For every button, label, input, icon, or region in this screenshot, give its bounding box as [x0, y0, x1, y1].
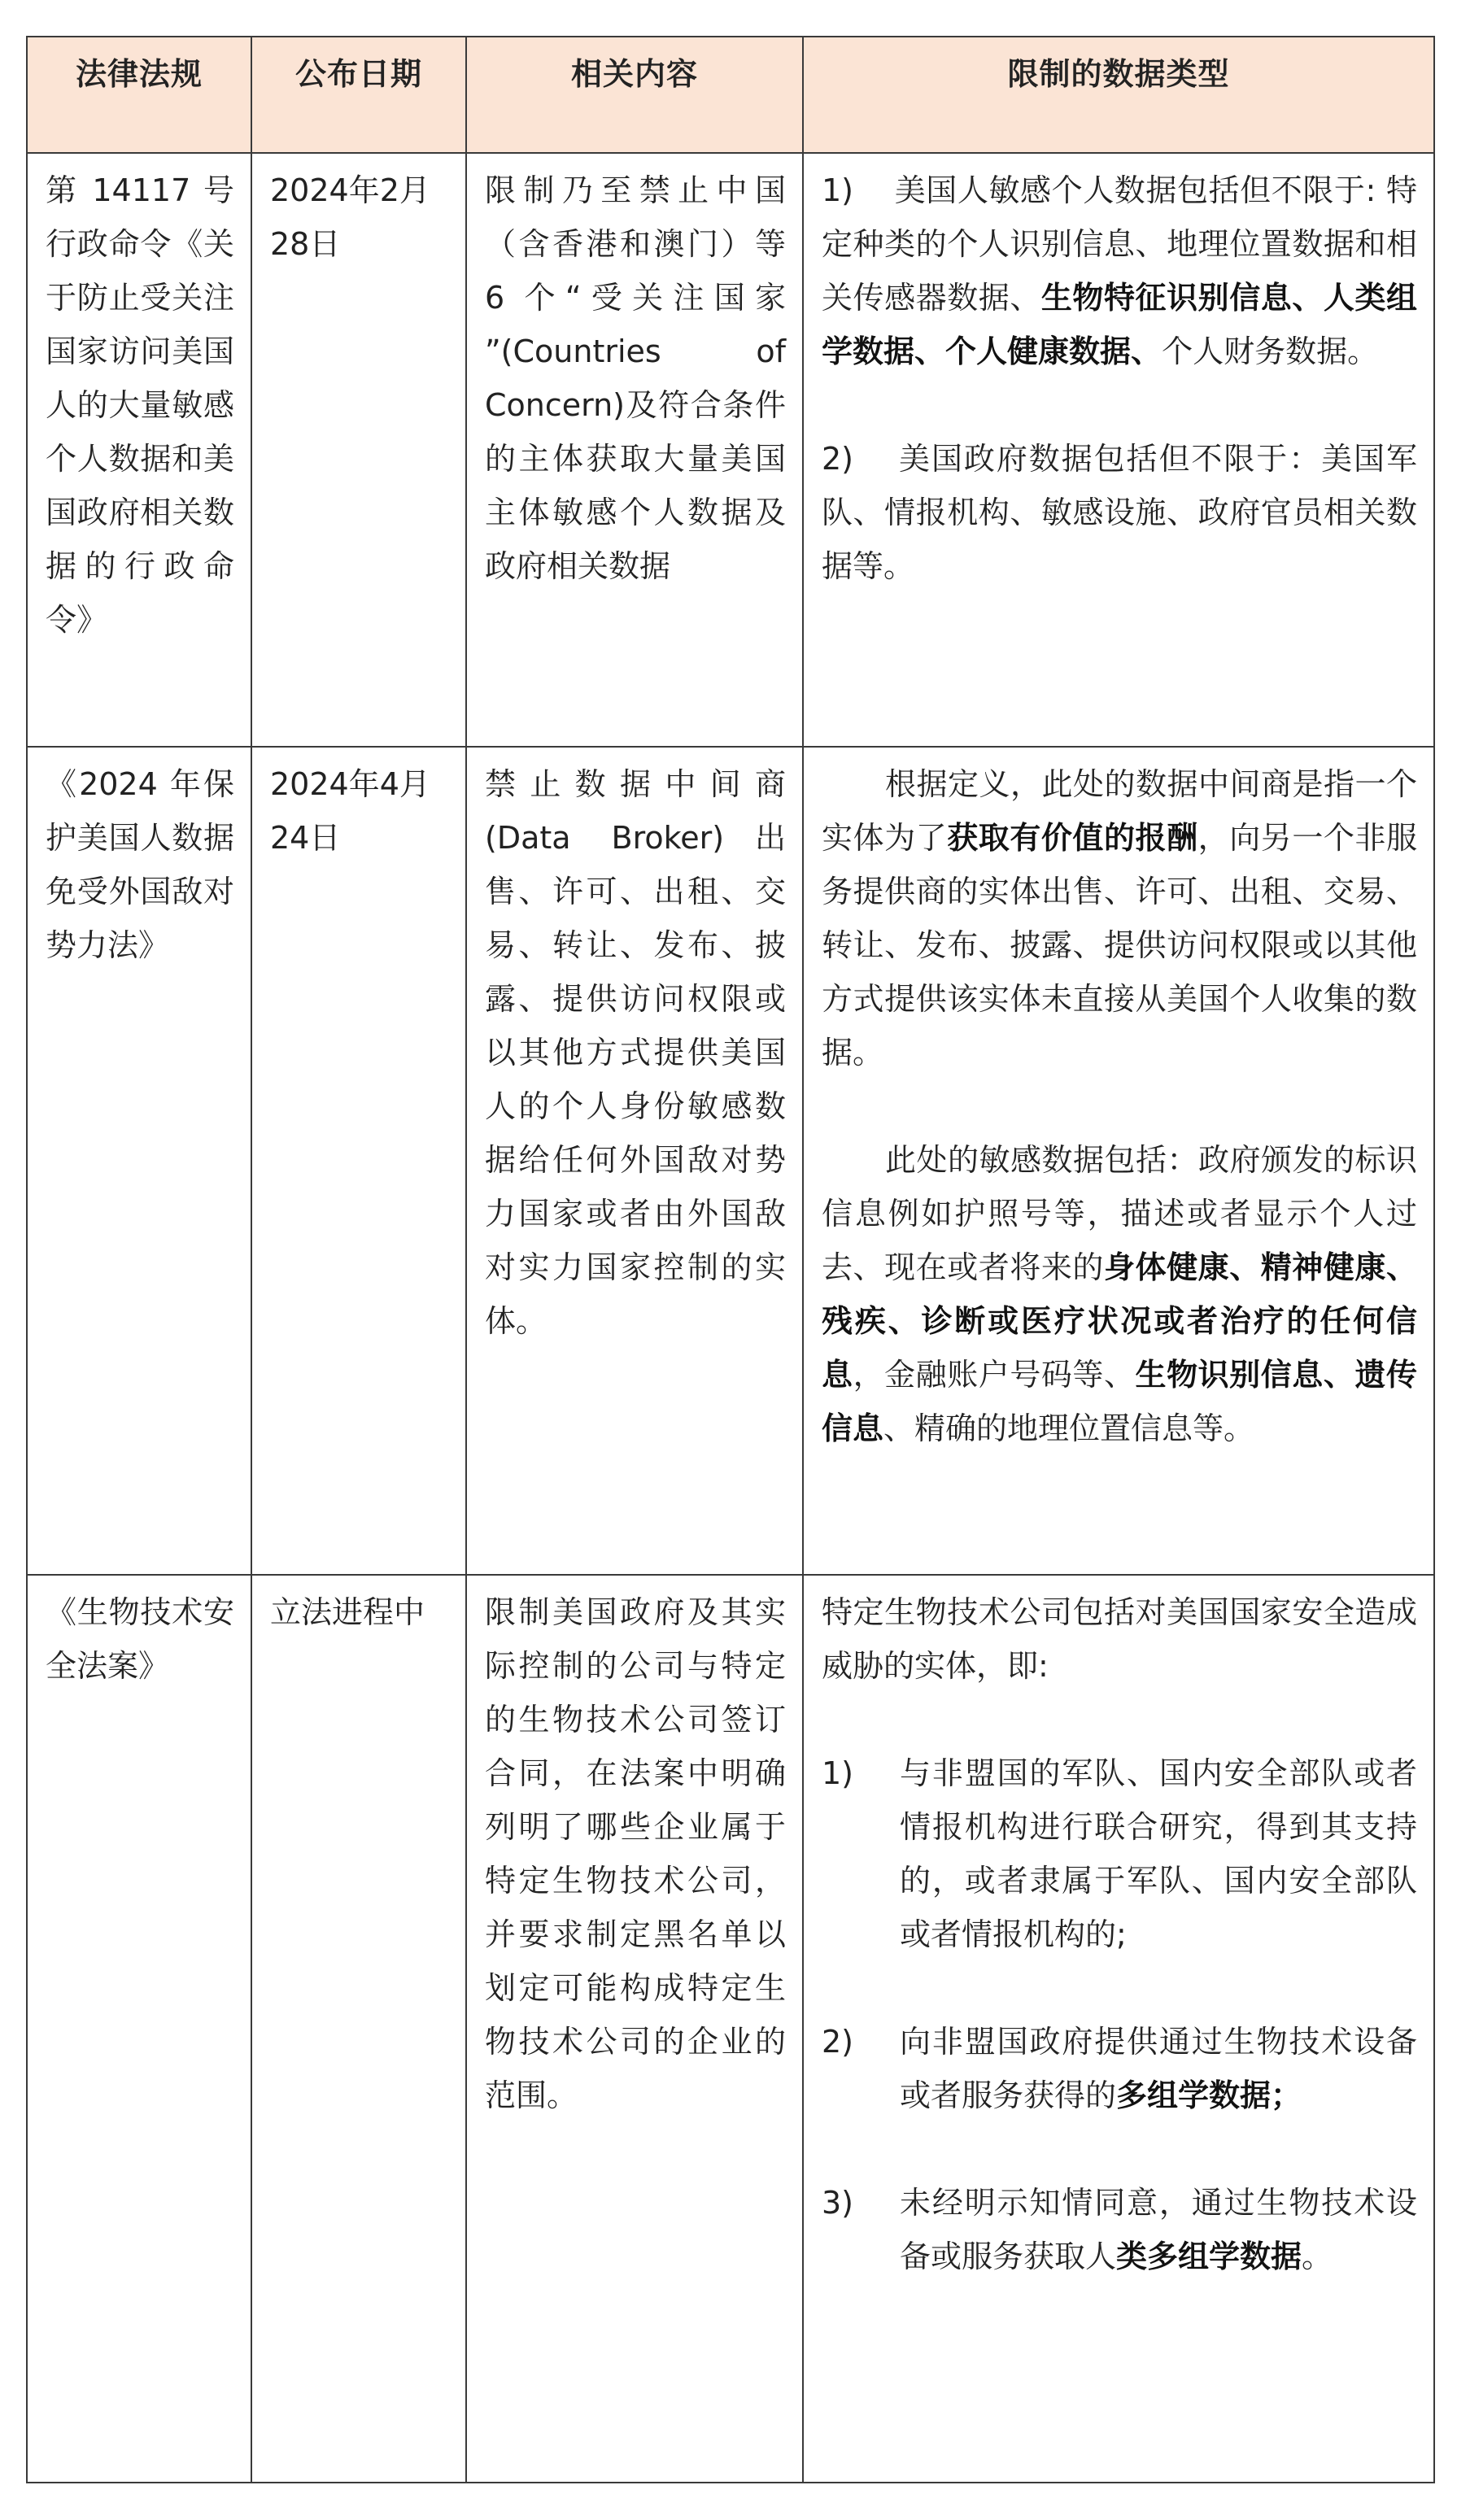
header-date: 公布日期: [251, 37, 466, 153]
header-data-types: 限制的数据类型: [803, 37, 1434, 153]
publish-date: 立法进程中: [251, 1575, 466, 2483]
definition-paragraph: 根据定义，此处的数据中间商是指一个实体为了获取有价值的报酬，向另一个非服务提供商的实体出售、许可、出租、交易、转让、发布、披露、提供访问权限或以其他方式提供该实体未直接从美国个人收集的数据。: [822, 766, 1417, 1070]
table-row: [27, 1575, 1434, 2483]
law-name: 《生物技术安全法案》: [27, 1575, 251, 2483]
intro-text: 特定生物技术公司包括对美国国家安全造成威胁的实体，即:: [822, 1594, 1417, 1684]
data-types: [803, 153, 1434, 747]
item-number: 3): [822, 2185, 854, 2221]
law-name: 《2024 年保护美国人数据免受外国敌对势力法》: [27, 747, 251, 1575]
item-number: 1): [822, 172, 854, 208]
data-type-item: 2) 向非盟国政府提供通过生物技术设备或者服务获得的多组学数据；: [822, 2015, 1417, 2122]
table-header-row: [27, 37, 1434, 153]
data-type-item: 3) 未经明示知情同意，通过生物技术设备或服务获取人类多组学数据。: [822, 2176, 1417, 2283]
law-table: [26, 36, 1435, 2483]
related-content: 限制乃至禁止中国（含香港和澳门）等 6 个“受关注国家 ”(Countries of Concern)及符合条件的主体获取大量美国主体敏感个人数据及政府相关数据: [466, 153, 803, 747]
data-types: [803, 747, 1434, 1575]
data-type-item: 1) 美国人敏感个人数据包括但不限于: 特定种类的个人识别信息、地理位置数据和相关传感器数据、生物特征识别信息、人类组学数据、个人健康数据、个人财务数据。: [822, 172, 1417, 369]
law-name: 第 14117 号行政命令《关于防止受关注国家访问美国人的大量敏感个人数据和美国政府相关数据的行政命令》: [27, 153, 251, 747]
publish-date: 2024年2月28日: [251, 153, 466, 747]
header-content: 相关内容: [466, 37, 803, 153]
table-row: [27, 153, 1434, 747]
publish-date: 2024年4月24日: [251, 747, 466, 1575]
sensitive-data-paragraph: 此处的敏感数据包括：政府颁发的标识信息例如护照号等，描述或者显示个人过去、现在或者将来的身体健康、精神健康、残疾、诊断或医疗状况或者治疗的任何信息，金融账户号码等、生物识别信息、遗传信息、精确的地理位置信息等。: [822, 1142, 1417, 1446]
header-law: 法律法规: [27, 37, 251, 153]
data-type-item: 2) 美国政府数据包括但不限于：美国军队、情报机构、敏感设施、政府官员相关数据等。: [822, 441, 1417, 584]
data-types: [803, 1575, 1434, 2483]
item-number: 2): [822, 441, 854, 477]
related-content: 禁止数据中间商(Data Broker)出售、许可、出租、交易、转让、发布、披露、提供访问权限或以其他方式提供美国人的个人身份敏感数据给任何外国敌对势力国家或者由外国敌对实力国家控制的实体。: [466, 747, 803, 1575]
item-number: 1): [822, 1755, 854, 1791]
item-number: 2): [822, 2024, 854, 2060]
table-row: [27, 747, 1434, 1575]
data-type-item: 1) 与非盟国的军队、国内安全部队或者情报机构进行联合研究，得到其支持的，或者隶属于军队、国内安全部队或者情报机构的;: [822, 1746, 1417, 1961]
related-content: 限制美国政府及其实际控制的公司与特定的生物技术公司签订合同，在法案中明确列明了哪些企业属于特定生物技术公司，并要求制定黑名单以划定可能构成特定生物技术公司的企业的范围。: [466, 1575, 803, 2483]
